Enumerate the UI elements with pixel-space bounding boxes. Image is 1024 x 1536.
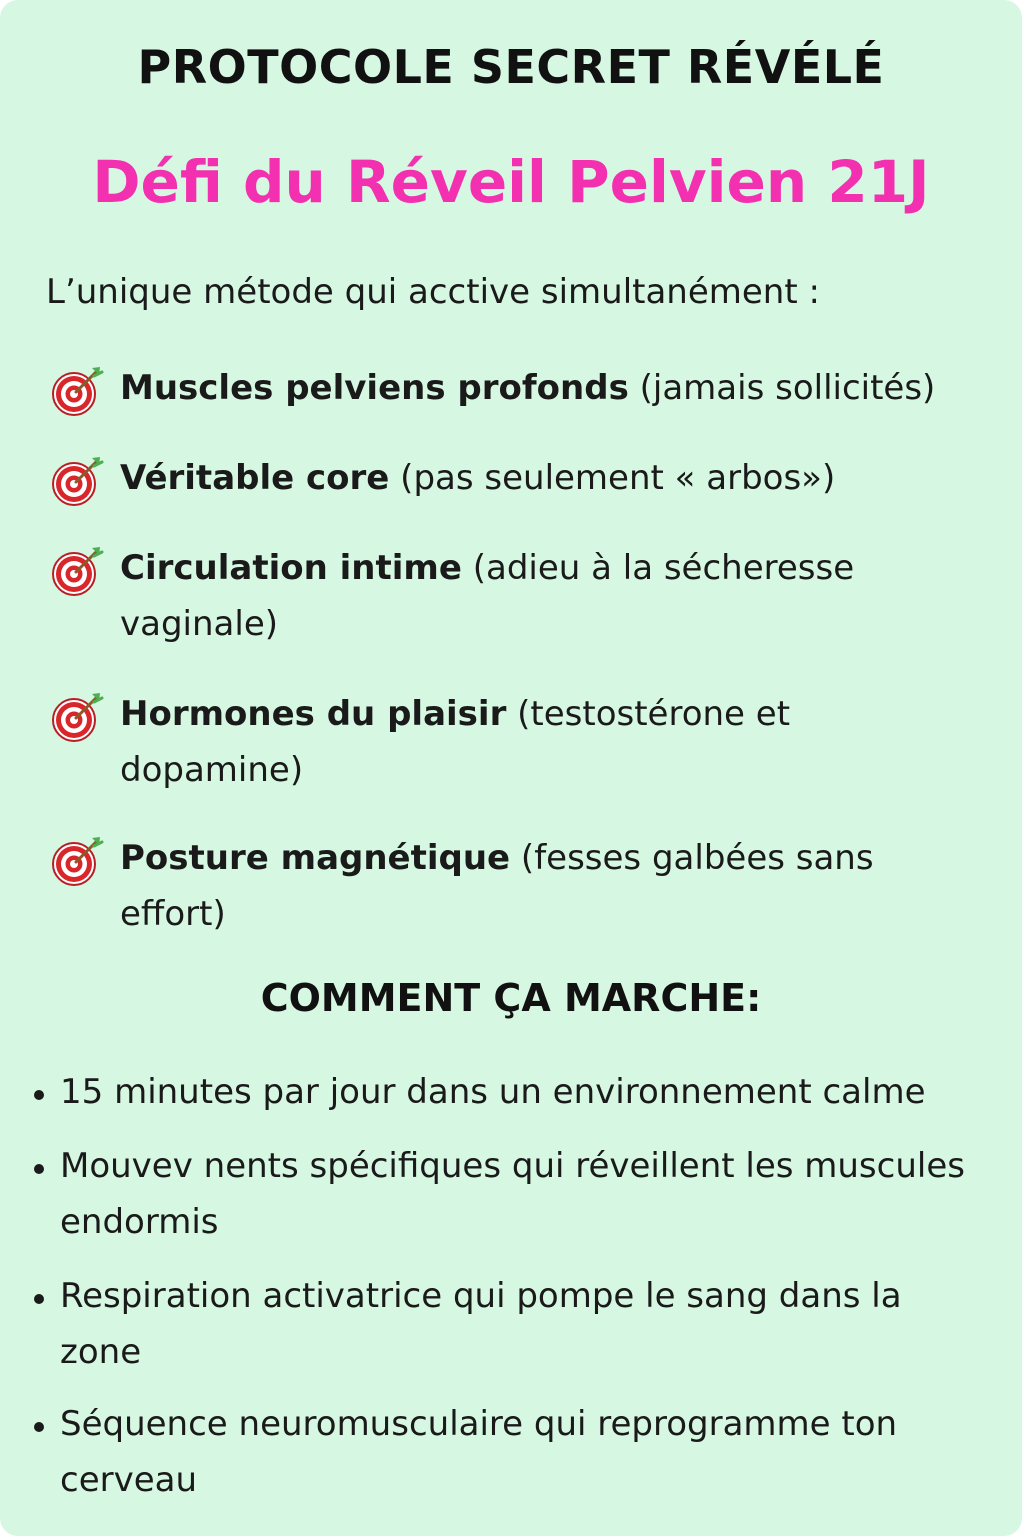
benefit-title: Véritable core [120, 458, 390, 498]
step-text: Respiration activatrice qui pompe le sang dans la zone [60, 1276, 902, 1372]
step-text: Mouvev nents spécifiques qui réveillent les muscules endormis [60, 1146, 965, 1242]
bullet-icon [34, 1090, 44, 1100]
benefit-detail: (pas seulement « arbos») [389, 458, 836, 498]
bullet-icon [34, 1422, 44, 1432]
target-arrow-icon [50, 690, 104, 744]
target-arrow-icon [50, 454, 104, 508]
benefit-title: Posture magnétique [120, 838, 511, 878]
section-heading: COMMENT ÇA MARCHE: [260, 976, 762, 1020]
bullet-icon [34, 1164, 44, 1174]
bullet-icon [34, 1294, 44, 1304]
benefit-detail: (testostérone et dopamine) [120, 694, 791, 790]
benefit-detail: (jamais sollicités) [628, 368, 936, 408]
page-title: Défi du Réveil Pelvien 21J [92, 148, 930, 216]
target-arrow-icon [50, 834, 104, 888]
step-text: Séquence neuromusculaire qui reprogramme ton cerveau [60, 1404, 898, 1500]
target-arrow-icon [50, 364, 104, 418]
step-text: 15 minutes par jour dans un environnement calme [60, 1072, 926, 1112]
benefit-title: Circulation intime [120, 548, 462, 588]
benefit-detail: (adieu à la sécheresse vaginale) [120, 548, 855, 644]
benefit-title: Hormones du plaisir [120, 694, 507, 734]
intro-text: L’unique métode qui acctive simultanément : [46, 272, 820, 312]
kicker-heading: PROTOCOLE SECRET RÉVÉLÉ [137, 40, 885, 94]
target-arrow-icon [50, 544, 104, 598]
benefit-detail: (fesses galbées sans effort) [120, 838, 874, 934]
benefit-title: Muscles pelviens profonds [120, 368, 629, 408]
